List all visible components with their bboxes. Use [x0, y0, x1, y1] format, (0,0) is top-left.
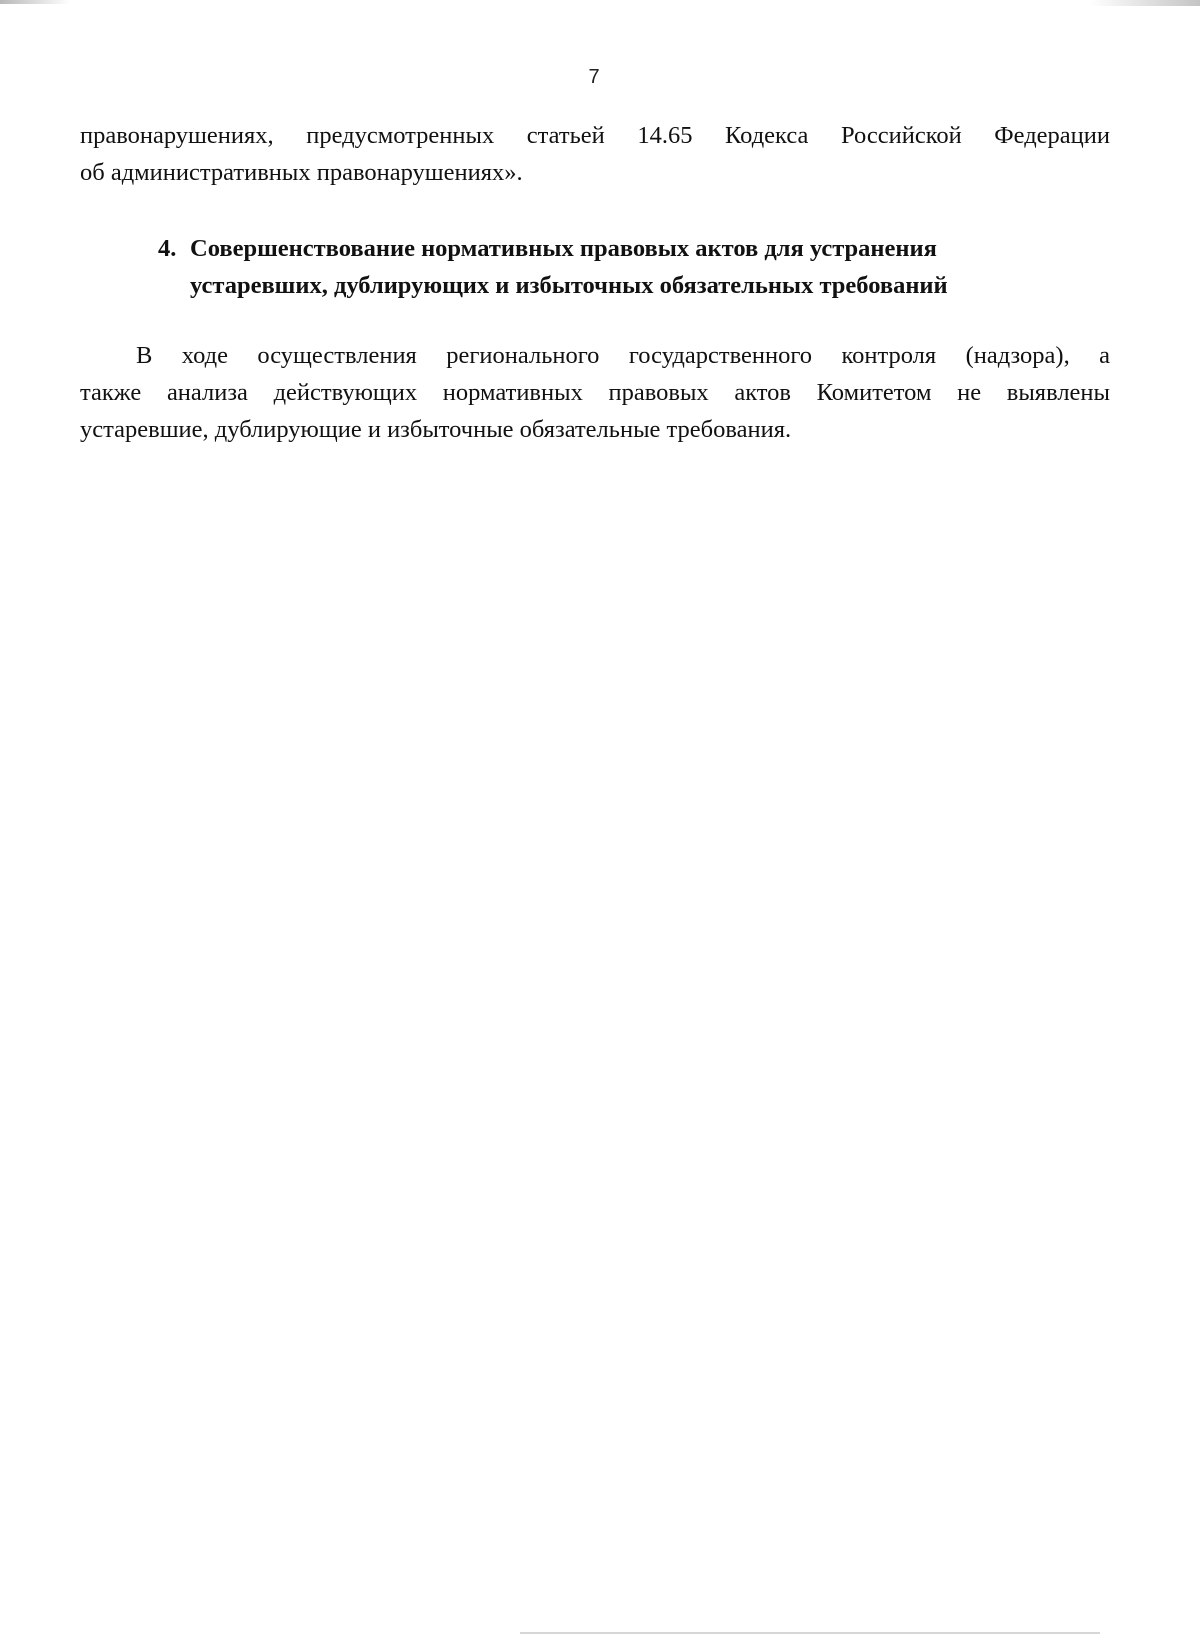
section-title-line-1: Совершенствование нормативных правовых актов для устранения — [190, 235, 937, 262]
body-paragraph-line-3: устаревшие, дублирующие и избыточные обязательные требования. — [80, 416, 792, 443]
continued-paragraph-line-1: правонарушениях, предусмотренных статьей 14.65 Кодекса Российской Федерации — [80, 122, 1110, 149]
scan-edge-top-right — [1090, 0, 1200, 6]
continued-paragraph — [80, 117, 1110, 191]
scan-edge-top-left — [0, 0, 70, 4]
body-paragraph-line-2: также анализа действующих нормативных правовых актов Комитетом не выявлены — [80, 379, 1110, 406]
section-title-line-2: устаревших, дублирующих и избыточных обязательных требований — [190, 272, 948, 299]
section-heading — [158, 230, 1088, 304]
continued-paragraph-line-2: об административных правонарушениях». — [80, 159, 523, 186]
body-paragraph-line-1: В ходе осуществления регионального государственного контроля (надзора), а — [136, 342, 1110, 369]
section-number: 4. — [158, 235, 177, 262]
page-number: 7 — [588, 66, 600, 88]
body-paragraph — [80, 337, 1110, 448]
